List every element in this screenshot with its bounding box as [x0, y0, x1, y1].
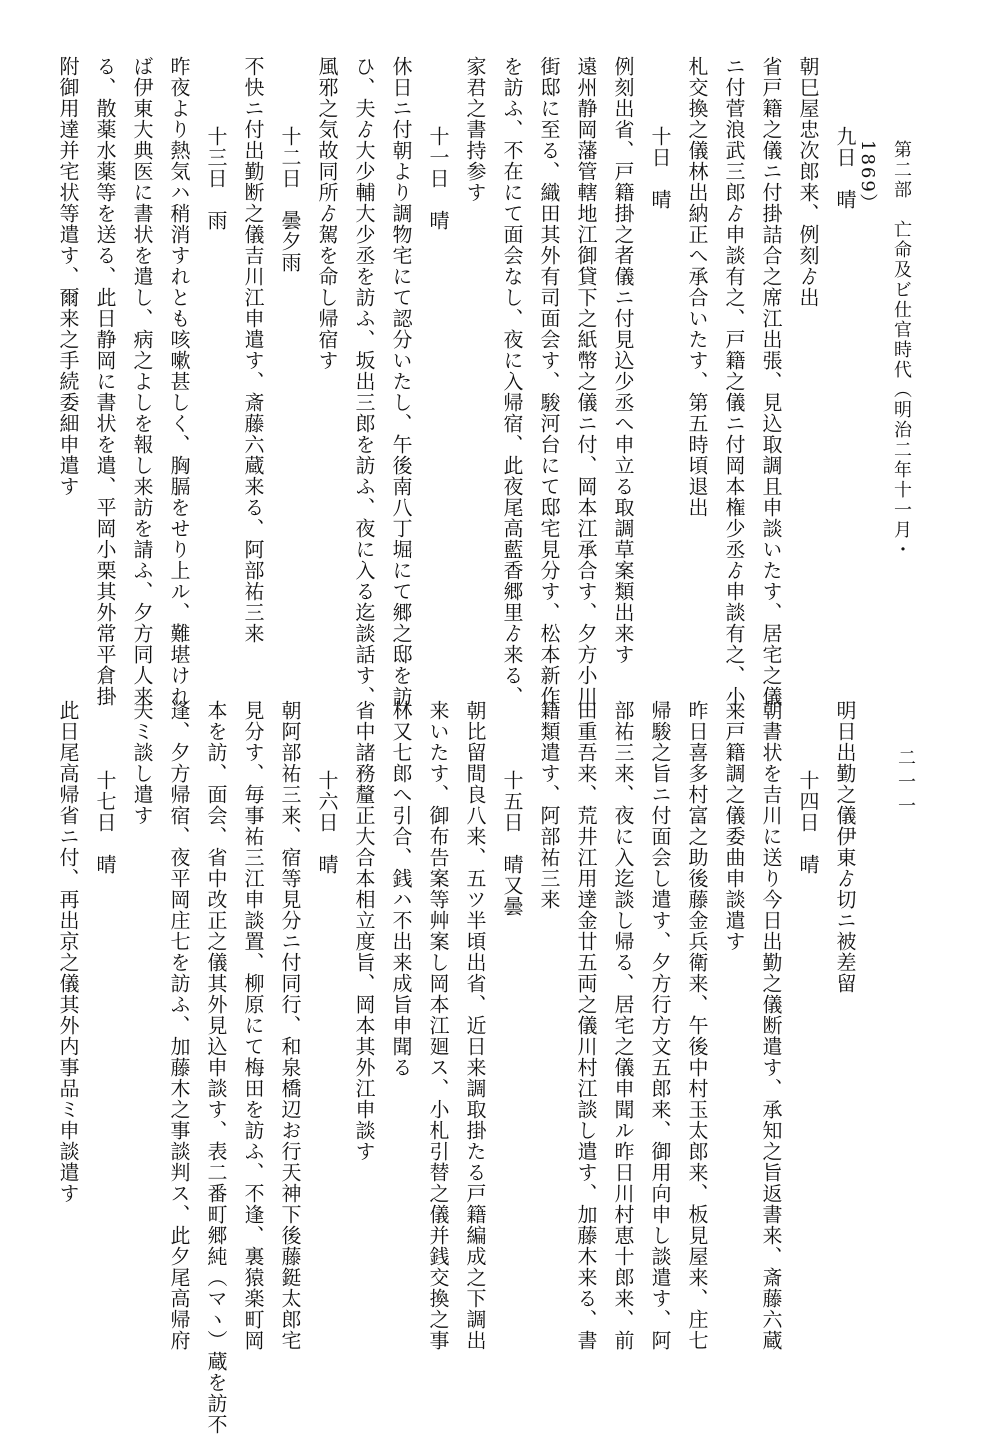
text-line: ニ付菅浪武三郎ゟ申談有之、戸籍之儀ニ付岡本権少丞ゟ申談有之、小 [722, 56, 746, 707]
text-line: 見分す、毎事祐三江申談置、柳原にて梅田を訪ふ、不逢、裏猿楽町岡 [241, 700, 265, 1351]
text-line: 部祐三来、夜に入迄談し帰る、居宅之儀申聞ル昨日川村恵十郎来、前 [611, 700, 635, 1351]
text-line: 来いたす、御布告案等艸案し岡本江廻ス、小札引替之儀并銭交換之事 [426, 700, 450, 1351]
text-line: 街邸に至る、織田其外有司面会す、駿河台にて邸宅見分す、松本新作 [537, 56, 561, 707]
lower-text-block [56, 700, 863, 1435]
text-line: 昨夜より熱気ハ稍消すれとも咳嗽甚しく、胸膈をせり上ル、難堪けれ [167, 56, 191, 707]
text-line: 昨日喜多村富之助後藤金兵衛来、午後中村玉太郎来、板見屋来、庄七 [685, 700, 709, 1351]
date-heading: 九日 晴 [833, 126, 857, 210]
text-line: 不快ニ付出勤断之儀吉川江申遣す、斎藤六蔵来る、阿部祐三来 [241, 56, 265, 644]
text-line: 林又七郎へ引合、銭ハ不出来成旨申聞る [389, 700, 413, 1078]
text-line: 朝書状を吉川に送り今日出勤之儀断遣す、承知之旨返書来、斎藤六蔵 [759, 700, 783, 1351]
text-line: 本を訪、面会、省中改正之儀其外見込申談す、表二番町郷純（マヽ）蔵を訪不 [204, 700, 228, 1435]
text-line: 田重吾来、荒井江用達金廿五両之儀川村江談し遣す、加藤木来る、書 [574, 700, 598, 1351]
page-number: 二一一 [895, 748, 916, 820]
running-header: 第二部 亡命及ビ仕官時代（明治二年十一月・1869） [857, 140, 912, 560]
text-line: を訪ふ、不在にて面会なし、夜に入帰宿、此夜尾高藍香郷里ゟ来る、 [500, 56, 524, 707]
text-line: 省戸籍之儀ニ付掛詰合之席江出張、見込取調且申談いたす、居宅之儀 [759, 56, 783, 707]
text-line: 遠州静岡藩管轄地江御貸下之紙幣之儀ニ付、岡本江承合す、夕方小川 [574, 56, 598, 707]
date-heading: 十三日 雨 [204, 126, 228, 231]
text-line: 休日ニ付朝より調物宅にて認分いたし、午後南八丁堀にて郷之邸を訪 [389, 56, 413, 707]
text-line: 附御用達并宅状等遣す、爾来之手続委細申遣す [56, 56, 80, 497]
text-line: 朝比留間良八来、五ツ半頃出省、近日来調取掛たる戸籍編成之下調出 [463, 700, 487, 1351]
date-heading: 十日 晴 [648, 126, 672, 210]
text-line: 省中諸務釐正大合本相立度旨、岡本其外江申談す [352, 700, 376, 1162]
date-heading: 十一日 晴 [426, 126, 450, 231]
text-line: 朝巳屋忠次郎来、例刻ゟ出 [796, 56, 820, 308]
text-line: る、散薬水薬等を送る、此日静岡に書状を遣、平岡小栗其外常平倉掛 [93, 56, 117, 707]
text-line: 夫ミ談し遣す [130, 700, 154, 826]
date-heading: 十七日 晴 [93, 770, 117, 875]
text-line: 籍類遣す、阿部祐三来 [537, 700, 561, 910]
text-line: 朝阿部祐三来、宿等見分ニ付同行、和泉橋辺お行天神下後藤鋌太郎宅 [278, 700, 302, 1351]
text-line: 例刻出省、戸籍掛之者儀ニ付見込少丞へ申立る取調草案類出来す [611, 56, 635, 665]
text-line: 来戸籍調之儀委曲申談遣す [722, 700, 746, 952]
text-line: ひ、夫ゟ大少輔大少丞を訪ふ、坂出三郎を訪ふ、夜に入る迄談話す、 [352, 56, 376, 707]
text-line: 明日出勤之儀伊東ゟ切ニ被差留 [833, 700, 857, 994]
text-line: 帰駿之旨ニ付面会し遣す、夕方行方文五郎来、御用向申し談遣す、阿 [648, 700, 672, 1351]
date-heading: 十四日 晴 [796, 770, 820, 875]
text-line: ば伊東大典医に書状を遣し、病之よしを報し来訪を請ふ、夕方同人来 [130, 56, 154, 707]
date-heading: 十六日 晴 [315, 770, 339, 875]
text-line: 此日尾高帰省ニ付、再出京之儀其外内事品ミ申談遣す [56, 700, 80, 1204]
date-heading: 十五日 晴又曇 [500, 770, 524, 917]
text-line: 札交換之儀林出納正へ承合いたす、第五時頃退出 [685, 56, 709, 518]
upper-text-block [56, 56, 863, 707]
date-heading: 十二日 曇夕雨 [278, 126, 302, 273]
text-line: 逢、夕方帰宿、夜平岡庄七を訪ふ、加藤木之事談判ス、此夕尾高帰府 [167, 700, 191, 1351]
text-line: 風邪之気故同所ゟ駕を命し帰宿す [315, 56, 339, 371]
text-line: 家君之書持参す [463, 56, 487, 203]
